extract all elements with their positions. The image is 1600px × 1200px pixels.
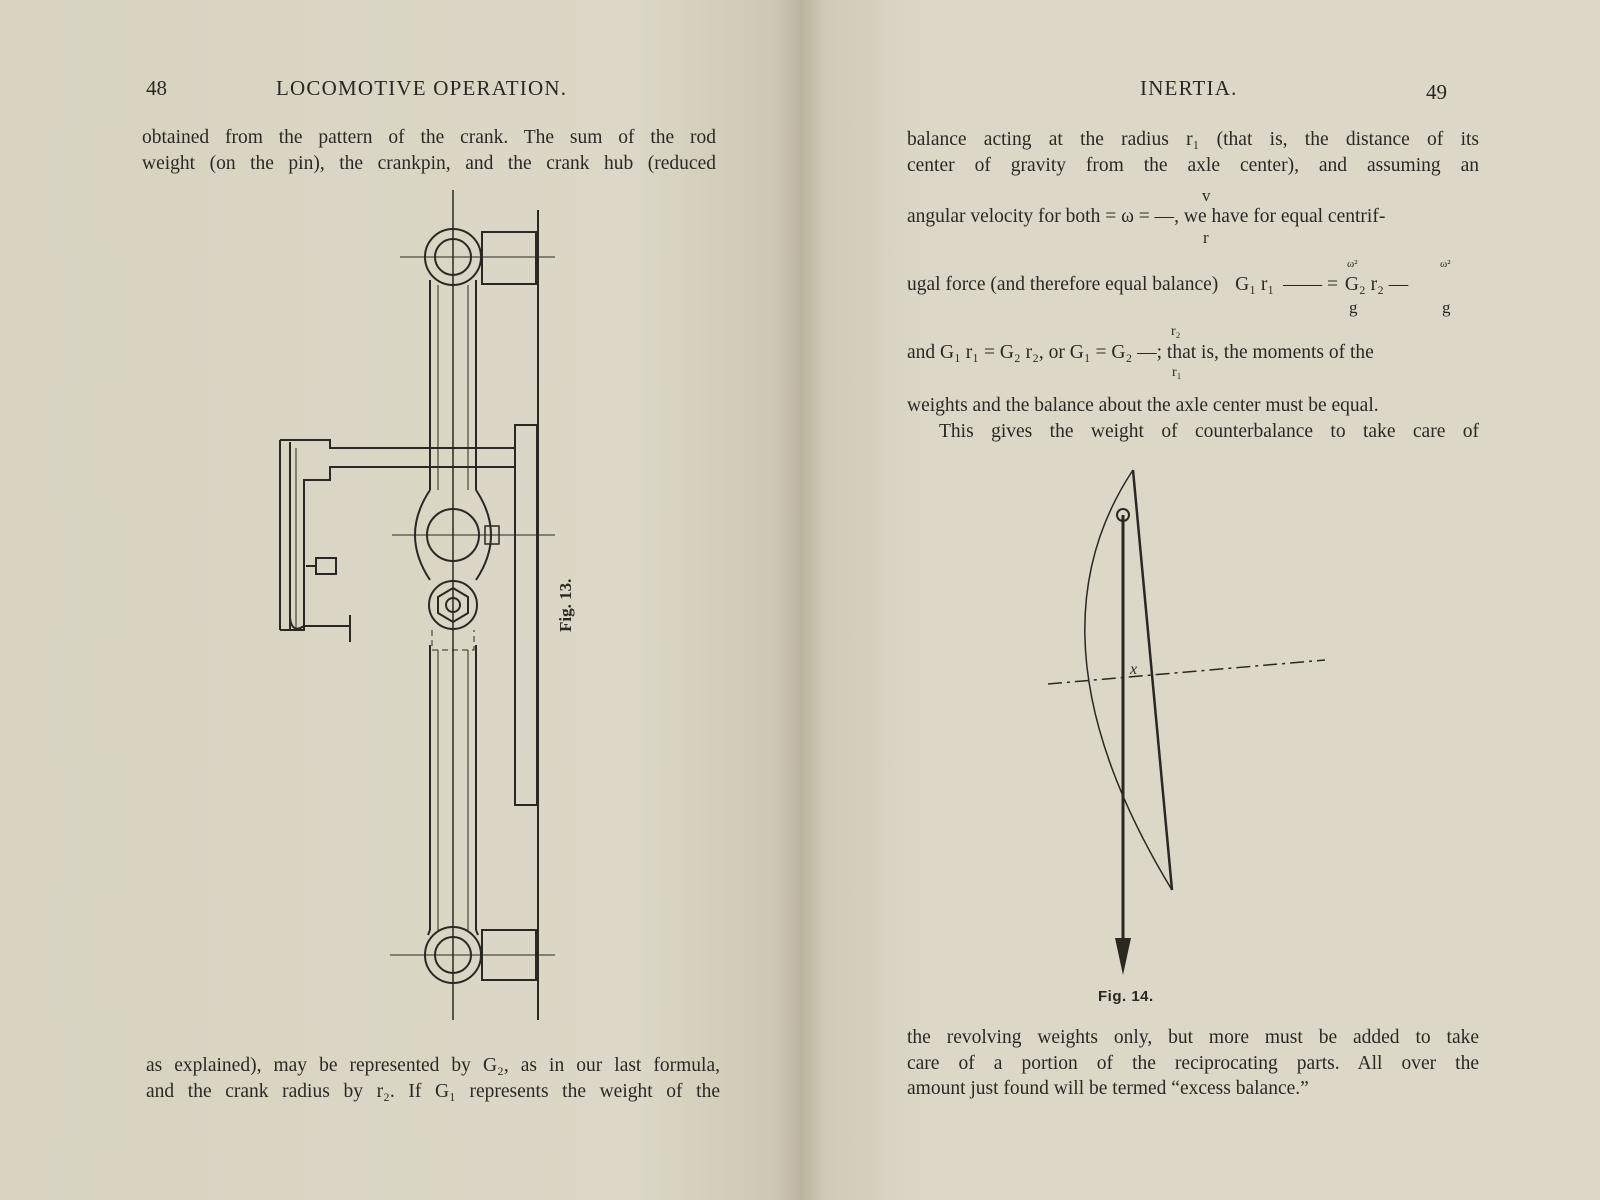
text-line: care of a portion of the reciprocating parts. All over the — [907, 1052, 1479, 1074]
left-folio: 48 — [146, 76, 167, 100]
figure-14-counterbalance-diagram — [1040, 460, 1340, 980]
moments-numerator: r₂ — [1171, 324, 1181, 339]
figure-13-caption: Fig. 13. — [556, 578, 575, 632]
text-line: weights and the balance about the axle center must be equal. — [907, 395, 1379, 416]
text-line: and the crank radius by r₂. If G₁ represents the weight of the — [146, 1080, 720, 1102]
right-running-head: INERTIA. — [1140, 76, 1238, 100]
force-prefix: ugal force (and therefore equal balance) — [907, 274, 1219, 295]
force-numerator-right: ω² — [1440, 258, 1451, 270]
left-top-text — [142, 125, 716, 176]
text-line: as explained), may be represented by G₂, as in our last formula, — [146, 1055, 720, 1076]
force-denominator-right: g — [1442, 298, 1451, 317]
velocity-numerator: v — [1202, 186, 1211, 205]
right-top-text — [907, 127, 1479, 178]
force-numerator-left: ω² — [1347, 258, 1358, 270]
velocity-line — [907, 206, 1385, 228]
force-denominator-left: g — [1349, 298, 1358, 317]
force-rhs: G₂ r₂ — [1344, 274, 1384, 295]
text-line: weight (on the pin), the crankpin, and the crank hub (reduced — [142, 152, 716, 174]
left-bottom-text — [146, 1053, 720, 1104]
text-line: the revolving weights only, but more must be added to take — [907, 1027, 1479, 1048]
force-line: ugal force (and therefore equal balance) G₁ r₁ —— = G₂ r₂ — — [907, 274, 1409, 295]
moments-denominator: r₁ — [1172, 365, 1182, 380]
moments-line: and G₁ r₁ = G₂ r₂, or G₁ = G₂ —; that is, the moments of the — [907, 342, 1374, 363]
velocity-denominator: r — [1203, 228, 1209, 247]
text-line: amount just found will be termed “excess balance.” — [907, 1078, 1309, 1099]
left-running-head: LOCOMOTIVE OPERATION. — [276, 76, 568, 100]
figure-14-caption: Fig. 14. — [1098, 988, 1154, 1005]
velocity-suffix: we have for equal centrif- — [1183, 206, 1386, 227]
right-bottom-text — [907, 1025, 1479, 1102]
right-mid-text — [907, 393, 1479, 444]
text-line: This gives the weight of counterbalance to take care of — [939, 420, 1479, 442]
velocity-prefix: angular velocity for both — [907, 206, 1101, 227]
right-folio: 49 — [1426, 80, 1447, 104]
text-line: center of gravity from the axle center), and assuming an — [907, 154, 1479, 176]
text-line: obtained from the pattern of the crank. The sum of the rod — [142, 127, 716, 148]
right-page — [800, 0, 1600, 1200]
force-lhs: G₁ r₁ — [1235, 274, 1275, 295]
text-line: balance acting at the radius r₁ (that is, the distance of its — [907, 129, 1479, 150]
figure-13-crank-drawing — [270, 190, 570, 1020]
velocity-expression: = ω = —, — [1105, 206, 1180, 227]
figure-14-label: x — [1130, 661, 1138, 678]
